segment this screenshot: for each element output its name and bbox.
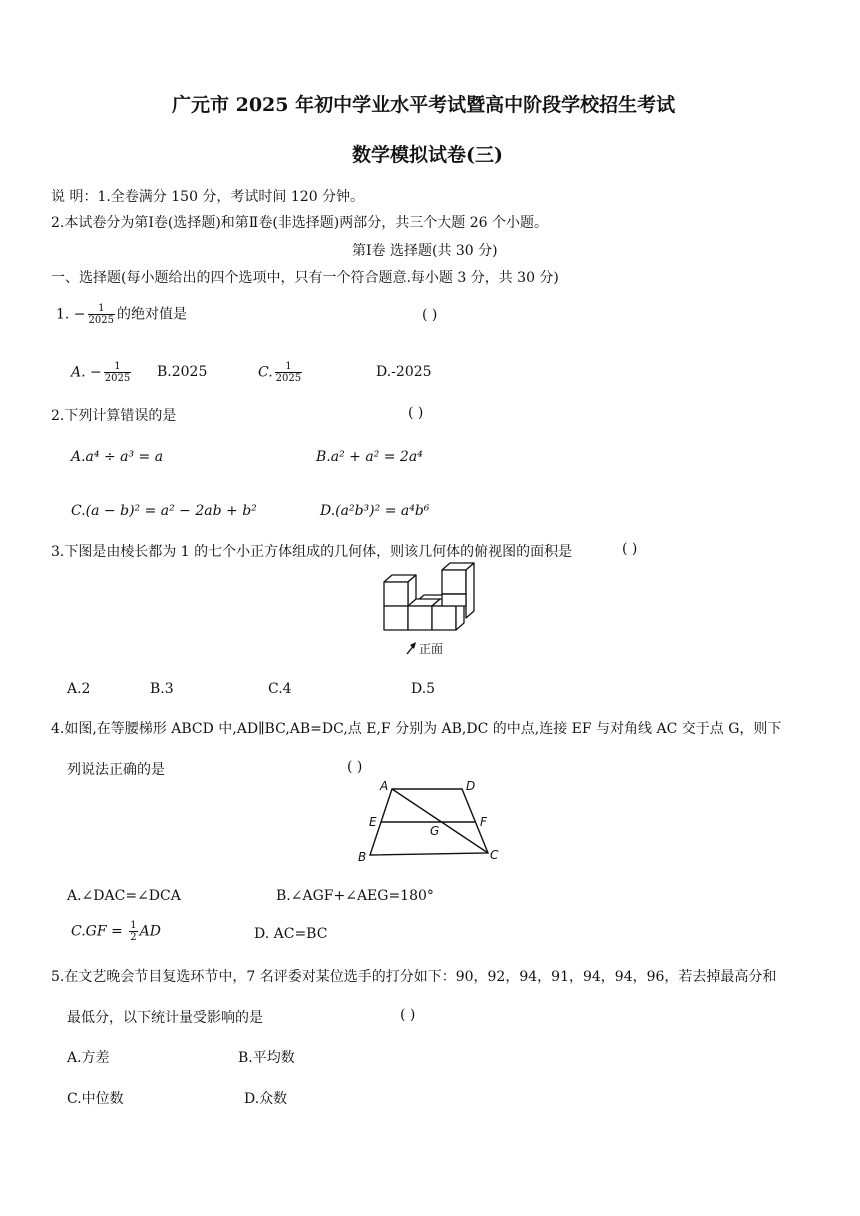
section-instructions: 一、选择题(每小题给出的四个选项中，只有一个符合题意.每小题 3 分，共 30 分) (51, 270, 559, 286)
q2-option-d: D.(a²b³)² = a⁴b⁶ (320, 503, 430, 519)
q1-option-c (258, 361, 304, 384)
cube-solid-figure (378, 560, 482, 660)
question-2-paren: ( ) (408, 405, 424, 421)
diagonal-ac (392, 789, 488, 853)
label-d: D (466, 779, 476, 793)
question-4-paren: ( ) (347, 759, 363, 775)
question-3-paren: ( ) (622, 541, 638, 557)
q1-opt-a-den: 2025 (104, 373, 131, 384)
q5-option-a: A.方差 (67, 1050, 110, 1066)
q1-opt-c-fraction (275, 361, 302, 384)
exam-subtitle: 数学模拟试卷(三) (352, 144, 503, 166)
q4-opt-c-num: 1 (130, 920, 137, 931)
q1-opt-c-num: 1 (275, 361, 302, 373)
q1-opt-c-prefix: C. (258, 364, 273, 381)
q1-suffix: 的绝对值是 (117, 306, 187, 323)
q4-opt-c-den: 2 (130, 932, 137, 943)
q4-option-b: B.∠AGF+∠AEG=180° (276, 888, 434, 904)
q1-frac-den: 2025 (88, 315, 114, 326)
q3-option-d: D.5 (411, 681, 436, 697)
label-b: B (358, 850, 367, 864)
label-g: G (430, 824, 440, 838)
q3-option-c: C.4 (268, 681, 292, 697)
q2-option-c: C.(a − b)² = a² − 2ab + b² (71, 503, 257, 519)
q4-opt-c-prefix: C.GF = (71, 923, 128, 940)
q1-opt-a-num: 1 (104, 361, 131, 373)
q1-opt-a-prefix: A. − (71, 364, 102, 381)
q4-opt-c-fraction (129, 920, 137, 943)
q4-option-d: D. AC=BC (254, 926, 328, 942)
label-e: E (369, 815, 377, 829)
q1-option-b: B.2025 (157, 364, 208, 380)
exam-title: 广元市 2025 年初中学业水平考试暨高中阶段学校招生考试 (172, 94, 676, 116)
label-a: A (380, 779, 389, 793)
q1-opt-a-fraction (104, 361, 131, 384)
q5-option-d: D.众数 (244, 1091, 288, 1107)
question-2-stem: 2.下列计算错误的是 (51, 408, 177, 424)
q1-option-a (71, 361, 133, 384)
q1-fraction (88, 303, 115, 326)
trapezoid-figure (356, 777, 506, 867)
question-1-stem (56, 303, 187, 326)
note-line-2: 2.本试卷分为第Ⅰ卷(选择题)和第Ⅱ卷(非选择题)两部分，共三个大题 26 个小题。 (51, 215, 548, 231)
front-label: 正面 (419, 642, 444, 656)
q4-option-a: A.∠DAC=∠DCA (67, 888, 181, 904)
question-4-stem-line-2: 列说法正确的是 (67, 762, 165, 778)
q4-opt-c-suffix: AD (139, 923, 161, 940)
q1-prefix: 1. − (56, 306, 86, 323)
note-line-1: 说 明：1.全卷满分 150 分，考试时间 120 分钟。 (51, 189, 365, 205)
question-5-stem-line-1: 5.在文艺晚会节目复选环节中，7 名评委对某位选手的打分如下：90，92，94，91，94，94，96，若去掉最高分和 (51, 969, 777, 985)
q1-option-d: D.-2025 (376, 364, 432, 380)
q4-option-c (71, 920, 161, 943)
q2-option-a: A.a⁴ ÷ a³ = a (71, 449, 164, 465)
question-1-paren: ( ) (422, 307, 438, 323)
q1-opt-c-den: 2025 (275, 373, 302, 384)
q2-option-b: B.a² + a² = 2a⁴ (316, 449, 423, 465)
section-title: 第Ⅰ卷 选择题(共 30 分) (352, 243, 498, 259)
q3-option-a: A.2 (67, 681, 91, 697)
q3-option-b: B.3 (150, 681, 174, 697)
label-c: C (490, 848, 499, 862)
front-arrow-head (410, 642, 416, 649)
question-5-paren: ( ) (400, 1007, 416, 1023)
label-f: F (480, 815, 487, 829)
q5-option-c: C.中位数 (67, 1091, 124, 1107)
q1-frac-num: 1 (88, 303, 115, 315)
question-4-stem-line-1: 4.如图,在等腰梯形 ABCD 中,AD∥BC,AB=DC,点 E,F 分别为 AB,DC 的中点,连接 EF 与对角线 AC 交于点 G，则下 (51, 721, 782, 737)
q5-option-b: B.平均数 (238, 1050, 295, 1066)
question-3-stem: 3.下图是由棱长都为 1 的七个小正方体组成的几何体，则该几何体的俯视图的面积是 (51, 544, 573, 560)
question-5-stem-line-2: 最低分，以下统计量受影响的是 (67, 1010, 263, 1026)
